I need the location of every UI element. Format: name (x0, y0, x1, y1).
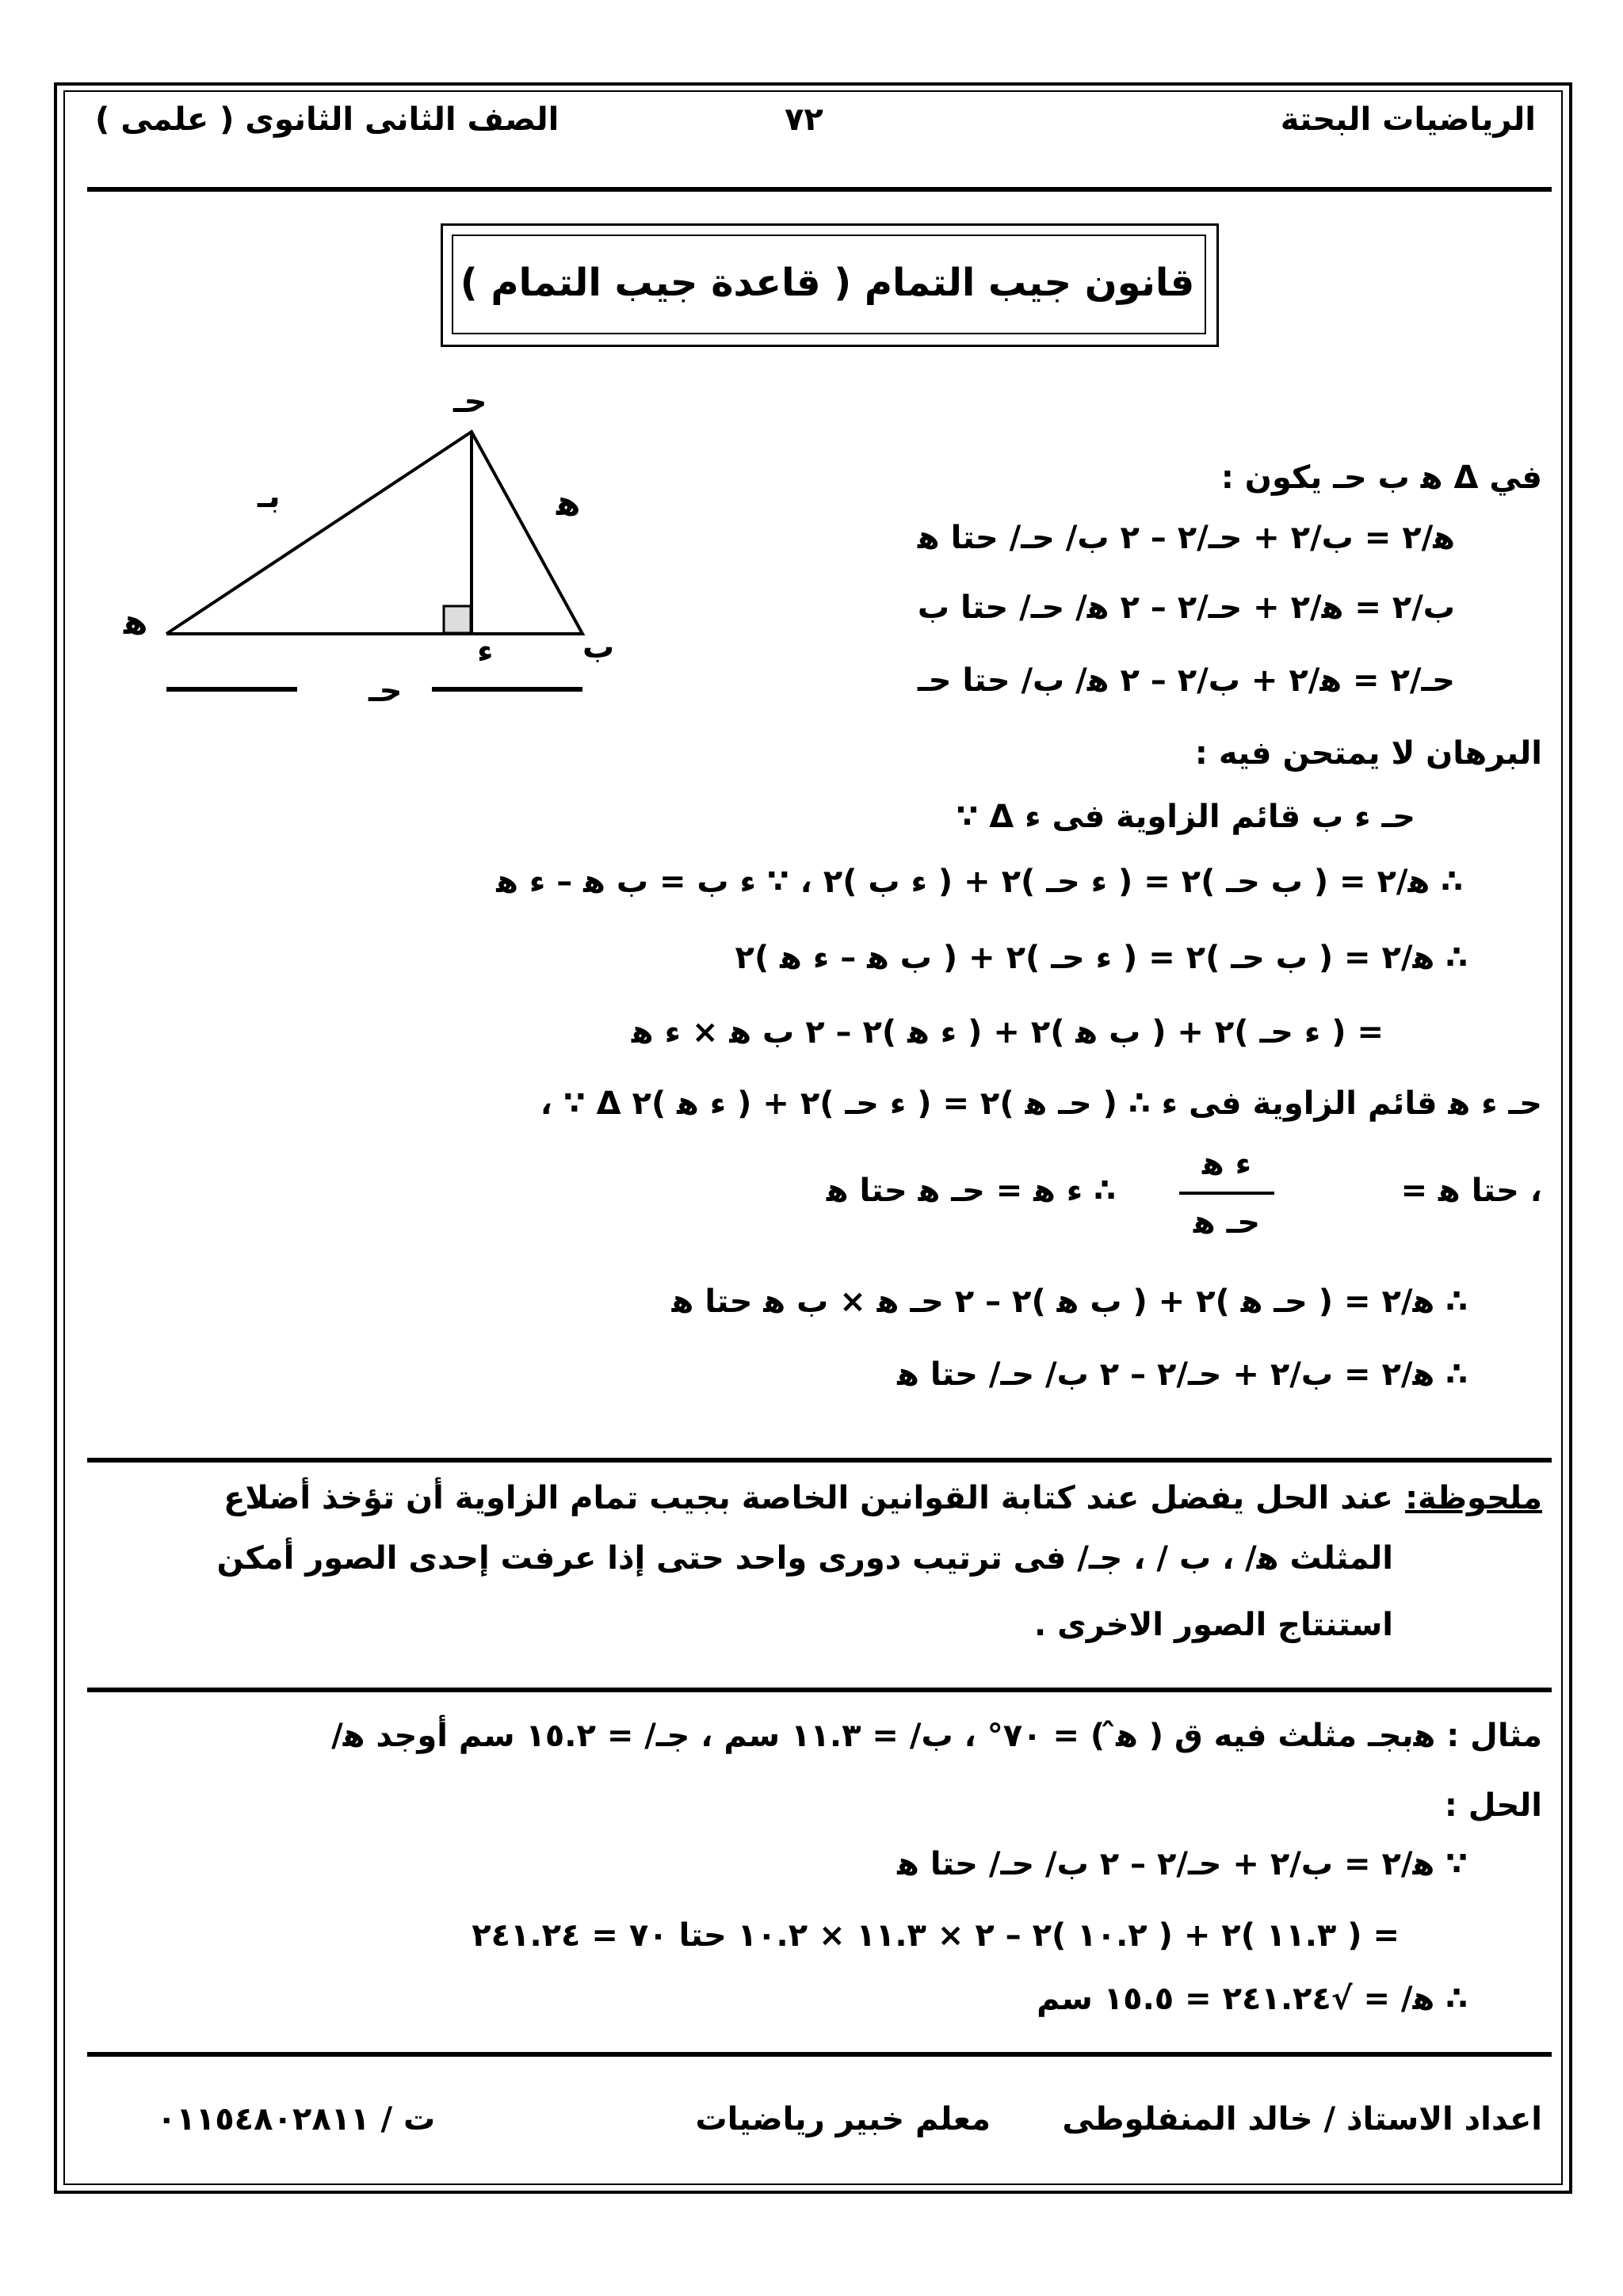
footer-role: معلم خبير رياضيات (695, 2101, 991, 2138)
solution-line-3: ∴ ﻫ/ = √٢٤١.٢٤ = ١٥.٥ سم (1037, 1981, 1468, 2017)
right-angle-marker (444, 606, 471, 633)
side-a-label: ﻫ (556, 483, 581, 524)
page-title: قانون جيب التمام ( قاعدة جيب التمام ) (460, 261, 1195, 305)
fraction-bar (1179, 1192, 1274, 1195)
foot-label: ء (477, 633, 494, 669)
note-line-2: المثلث ﻫ/ ، ب / ، جـ/ فى ترتيب دورى واحد حتى إذا عرفت إحدى الصور أمكن (216, 1540, 1393, 1577)
law-c: حـ/٢ = ﻫ/٢ + ب/٢ – ٢ ﻫ/ ب/ حتا حـ (917, 662, 1455, 699)
example-statement: مثال : ﻫبجـ مثلث فيه ق ( ﻫ̂ ) = ٧٠° ، ب/ = ١١.٣ سم ، جـ/ = ١٥.٢ سم أوجد ﻫ/ (331, 1718, 1542, 1754)
header-book-title: الرياضيات البحتة (1280, 101, 1536, 138)
vertex-c-label: حـ (453, 383, 487, 420)
footer-phone: ت / ٠١١٥٤٨٠٢٨١١ (157, 2101, 436, 2138)
proof-line-6-cos: ، حتا ﻫ = (1400, 1173, 1542, 1209)
law-a: ﻫ/٢ = ب/٢ + حـ/٢ – ٢ ب/ حـ/ حتا ﻫ (917, 520, 1455, 556)
proof-line-6-result: ∴ ء ﻫ = حـ ﻫ حتا ﻫ (826, 1173, 1116, 1209)
proof-line-7: ∴ ﻫ/٢ = ( حـ ﻫ )٢ + ( ب ﻫ )٢ – ٢ حـ ﻫ × ب ﻫ حتا ﻫ (671, 1283, 1468, 1320)
proof-line-3: ∴ ﻫ/٢ = ( ب حـ )٢ = ( ء حـ )٢ + ( ب ﻫ – ء ﻫ )٢ (735, 940, 1468, 976)
note-line-1: عند الحل يفضل عند كتابة القوانين الخاصة بجيب تمام الزاوية أن تؤخذ أضلاع (223, 1480, 1393, 1516)
vertex-b-label: ب (582, 629, 615, 666)
proof-line-8: ∴ ﻫ/٢ = ب/٢ + حـ/٢ – ٢ ب/ حـ/ حتا ﻫ (897, 1356, 1468, 1393)
solution-line-2: = ( ١١.٣ )٢ + ( ١٠.٢ )٢ – ٢ × ١١.٣ × ١٠.٢ حتا ٧٠ = ٢٤١.٢٤ (472, 1917, 1400, 1954)
side-b-label: بـ (258, 479, 281, 515)
header-grade: الصف الثانى الثانوى ( علمى ) (95, 101, 559, 138)
proof-heading: البرهان لا يمتحن فيه : (1194, 735, 1542, 772)
footer-author: اعداد الاستاذ / خالد المنفلوطى (1062, 2101, 1542, 2138)
fraction-denominator: حـ ﻫ (1193, 1204, 1261, 1241)
fraction-numerator: ء ﻫ (1201, 1146, 1252, 1182)
statement-intro: في Δ ﻫ ب حـ يكون : (1220, 460, 1542, 496)
solution-heading: الحل : (1444, 1787, 1542, 1824)
law-b: ب/٢ = ﻫ/٢ + حـ/٢ – ٢ ﻫ/ حـ/ حتا ب (917, 589, 1455, 626)
vertex-a-label: ﻫ (124, 602, 148, 643)
solution-line-1: ∵ ﻫ/٢ = ب/٢ + حـ/٢ – ٢ ب/ حـ/ حتا ﻫ (897, 1846, 1468, 1882)
proof-line-5: ، ∵ Δ حـ ء ﻫ قائم الزاوية فى ء ∴ ( حـ ﻫ )٢ = ( ء حـ )٢ + ( ء ﻫ )٢ (540, 1085, 1542, 1122)
triangle-figure (111, 380, 650, 713)
note-label: ملحوظة: (1405, 1480, 1542, 1516)
proof-line-1: ∵ Δ حـ ء ب قائم الزاوية فى ء (956, 799, 1415, 835)
proof-line-2: ∴ ﻫ/٢ = ( ب حـ )٢ = ( ء حـ )٢ + ( ء ب )٢ ، ∵ ء ب = ب ﻫ – ء ﻫ (496, 864, 1463, 900)
header-rule (87, 187, 1552, 192)
note-rule (87, 1688, 1552, 1692)
side-c-label: حـ (369, 673, 403, 709)
triangle-outline (166, 432, 582, 634)
header-page-number: ٧٢ (785, 101, 823, 138)
proof-line-4: = ( ء حـ )٢ + ( ب ﻫ )٢ + ( ء ﻫ )٢ – ٢ ب ﻫ × ء ﻫ (631, 1014, 1384, 1051)
note-line-3: استنتاج الصور الاخرى . (1034, 1607, 1393, 1643)
proof-rule (87, 1458, 1552, 1463)
example-rule (87, 2052, 1552, 2057)
